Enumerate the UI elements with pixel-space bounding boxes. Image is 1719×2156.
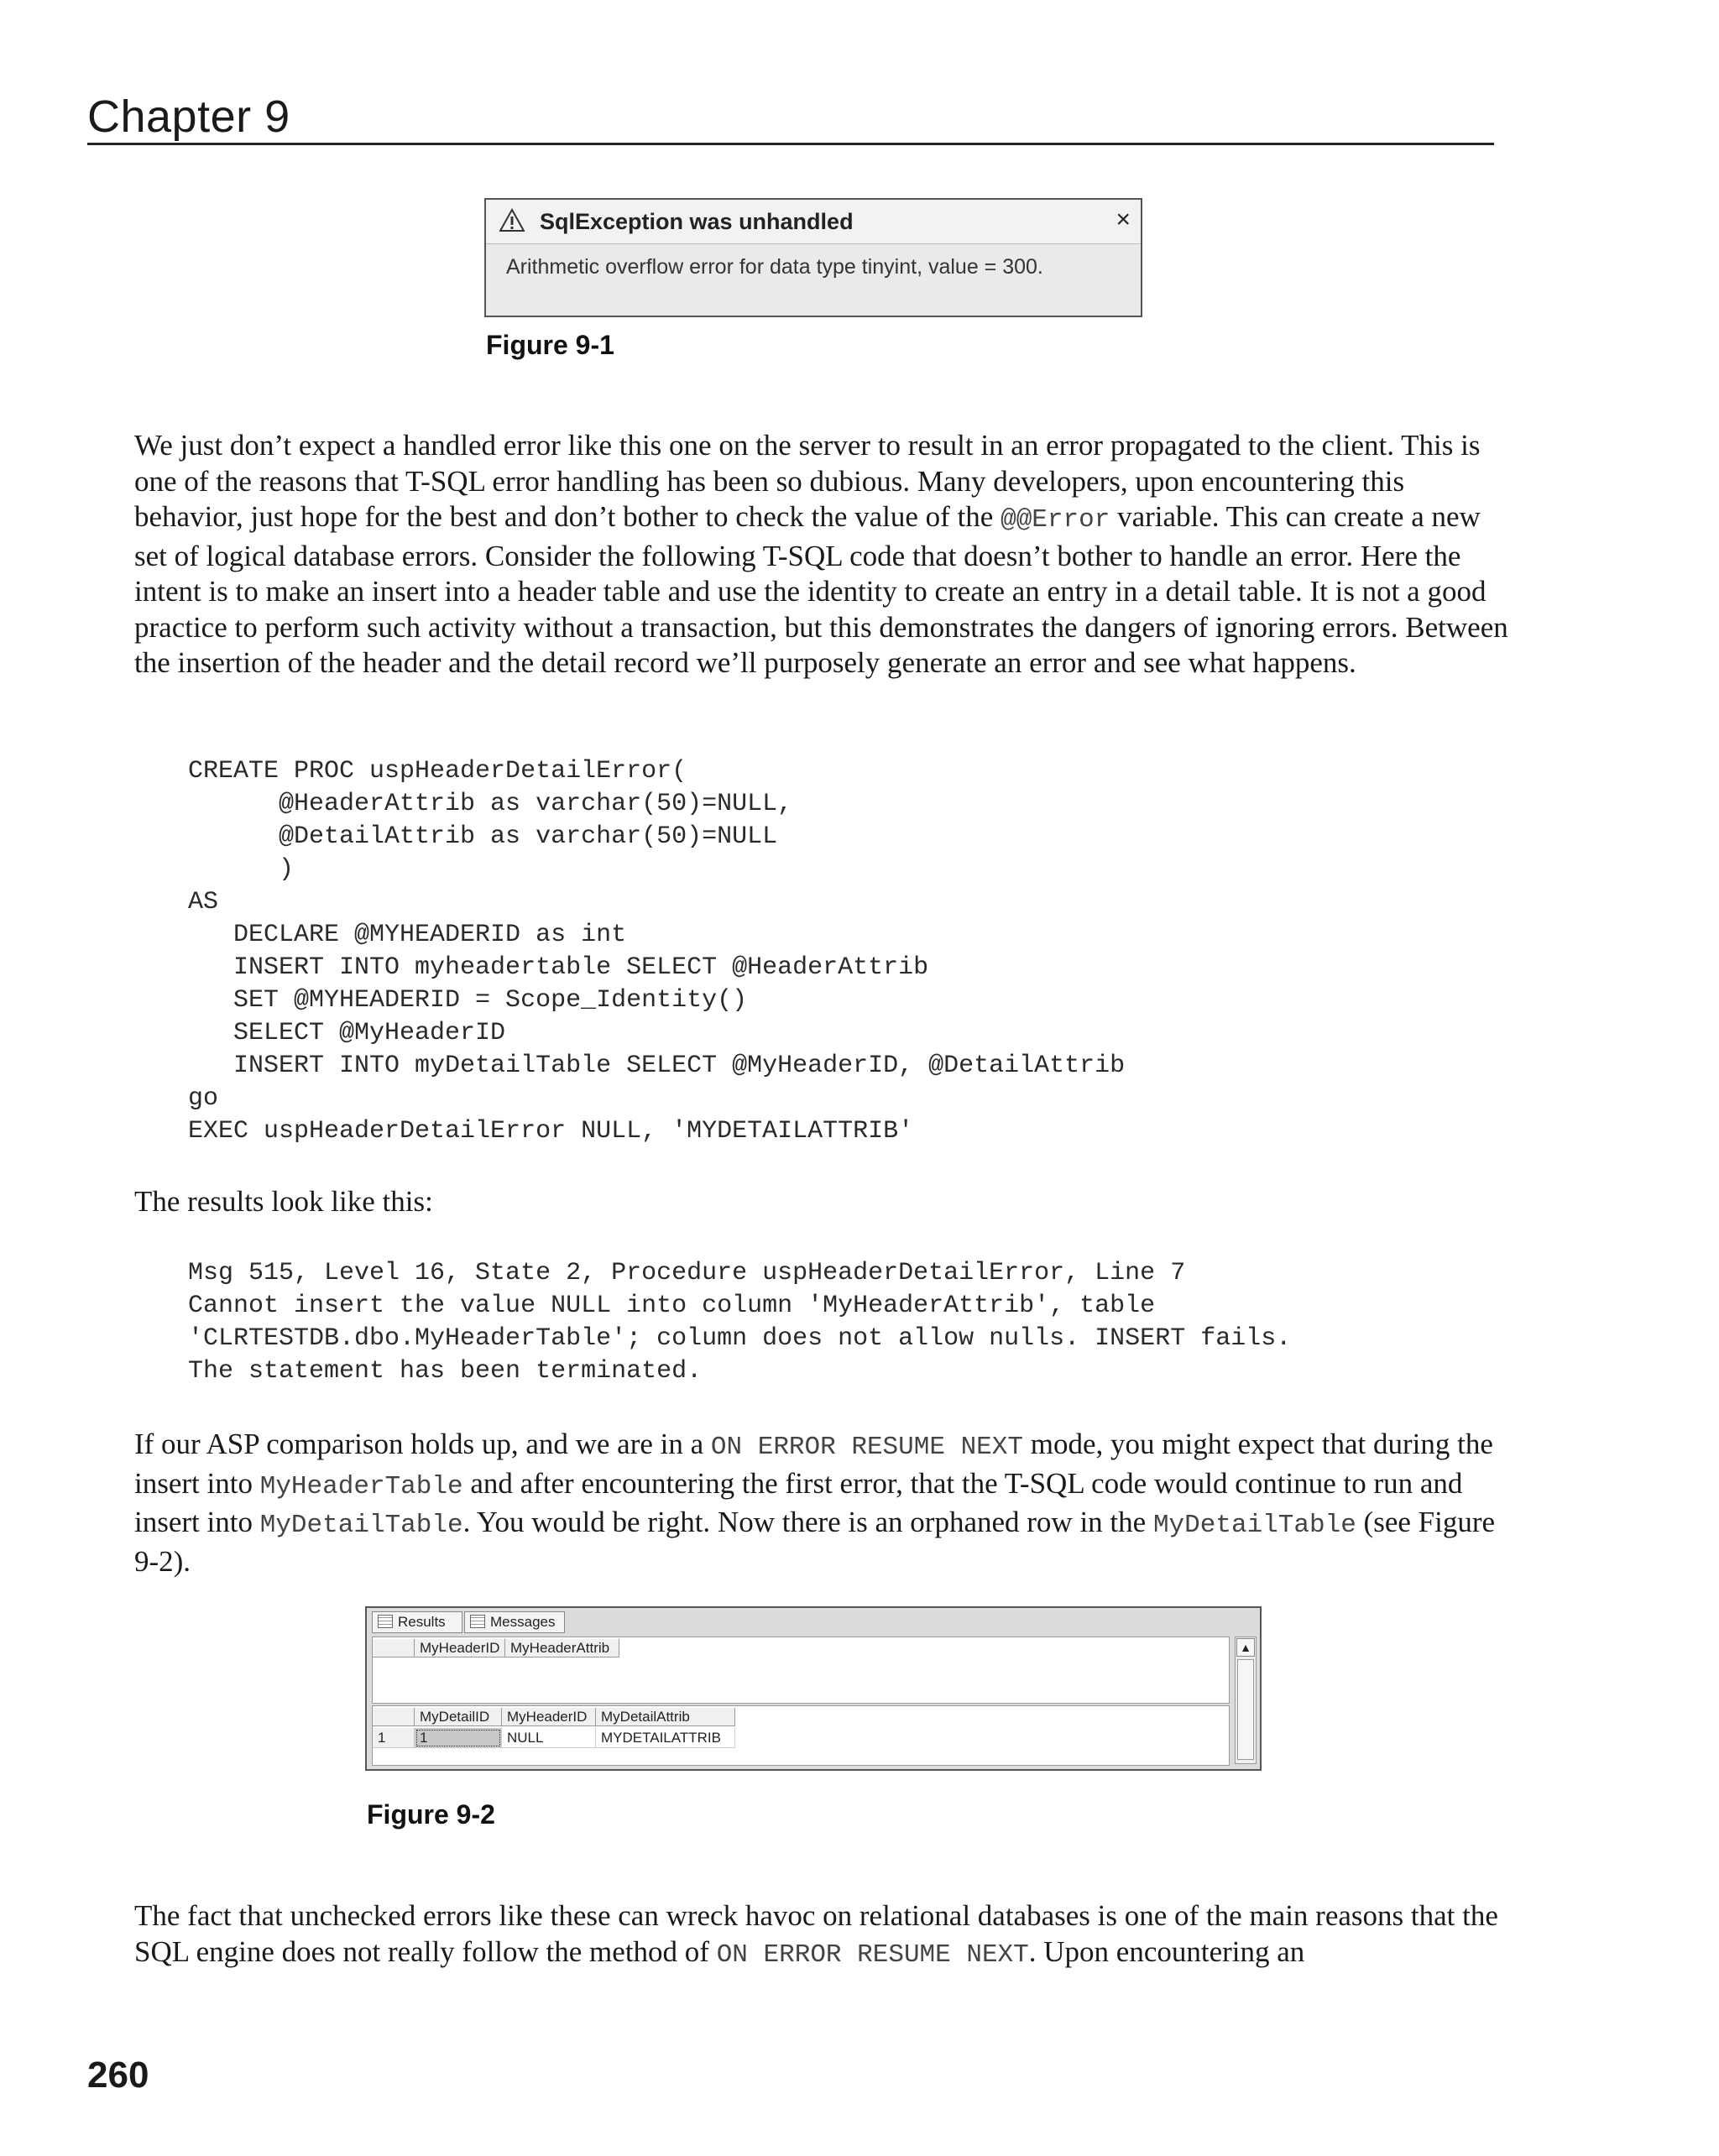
chapter-heading: Chapter 9 (87, 91, 290, 142)
table-cell[interactable]: MYDETAILATTRIB (596, 1728, 735, 1748)
row-number[interactable]: 1 (373, 1728, 415, 1748)
inline-code: ON ERROR RESUME NEXT (716, 1939, 1029, 1970)
inline-code: MyDetailTable (259, 1511, 463, 1540)
figure-caption-9-2: Figure 9-2 (367, 1799, 495, 1830)
query-results-panel (365, 1606, 1262, 1771)
error-output-listing: Msg 515, Level 16, State 2, Procedure uspHeaderDetailError, Line 7 Cannot insert the value NULL into column 'MyHeaderAttrib', table 'CLRTESTDB.dbo.MyHeaderTable'; column does not allow nulls. INSERT fails. The statement has been terminated. (188, 1259, 1292, 1386)
tab-results[interactable] (372, 1611, 462, 1633)
table-cell-selected[interactable]: 1 (415, 1728, 502, 1748)
dialog-title: SqlException was unhandled (540, 209, 854, 234)
document-icon (470, 1615, 485, 1628)
paragraph-text: (see Figure 9-2). (134, 1506, 1496, 1578)
figure-caption-9-1: Figure 9-1 (486, 330, 614, 360)
paragraph-text: and after encountering the first error, that the T-SQL code would continue to run and insert into (134, 1466, 1463, 1538)
paragraph-text: We just don’t expect a handled error like this one on the server to result in an error propagated to the client. This is one of the reasons that T-SQL error handling has been so dubious. Many developers, upon encountering this behavior, just hope for the best and don’t bother to check the value of the (134, 429, 1481, 533)
results-grid-detail (372, 1705, 1230, 1766)
sql-exception-dialog (484, 198, 1142, 317)
warning-triangle-icon (499, 208, 525, 233)
inline-code: MyDetailTable (1152, 1511, 1356, 1540)
body-paragraph (134, 1427, 1511, 1579)
page-number: 260 (87, 2054, 149, 2096)
row-selector-header (373, 1639, 415, 1657)
body-paragraph (134, 1898, 1511, 1973)
row-selector-header (373, 1708, 415, 1726)
tab-label: Results (398, 1614, 446, 1630)
dialog-titlebar (486, 200, 1141, 244)
dialog-message: Arithmetic overflow error for data type tinyint, value = 300. (506, 255, 1043, 279)
column-header[interactable]: MyHeaderID (502, 1708, 596, 1726)
column-header[interactable]: MyDetailAttrib (596, 1708, 735, 1726)
chapter-rule (87, 143, 1494, 145)
chevron-up-icon[interactable]: ▲ (1236, 1638, 1255, 1657)
body-paragraph (134, 1184, 1511, 1220)
tab-label: Messages (490, 1614, 556, 1630)
tab-messages[interactable] (464, 1611, 565, 1633)
close-icon[interactable]: × (1116, 206, 1131, 233)
scrollbar-thumb[interactable] (1237, 1659, 1254, 1760)
column-header[interactable]: MyHeaderAttrib (505, 1639, 619, 1657)
vertical-scrollbar[interactable] (1235, 1637, 1257, 1764)
paragraph-text: . Upon encountering an (1028, 1934, 1305, 1968)
paragraph-text: mode, you might expect that during the insert into (134, 1428, 1493, 1500)
results-grid-header (372, 1637, 1230, 1704)
body-paragraph (134, 428, 1511, 681)
table-cell[interactable]: NULL (502, 1728, 596, 1748)
paragraph-text: The results look like this: (134, 1185, 433, 1218)
inline-code: ON ERROR RESUME NEXT (710, 1433, 1023, 1462)
column-header[interactable]: MyDetailID (415, 1708, 502, 1726)
inline-code: @@Error (1001, 505, 1110, 535)
inline-code: MyHeaderTable (259, 1471, 463, 1501)
paragraph-text: If our ASP comparison holds up, and we are in a (134, 1428, 711, 1460)
paragraph-text: . You would be right. Now there is an orphaned row in the (462, 1506, 1153, 1538)
grid-icon (378, 1615, 393, 1628)
paragraph-text: variable. This can create a new set of logical database errors. Consider the following T-SQL code that doesn’t bother to handle an error. Here the intent is to make an insert into a header table and use the identity to create an entry in a detail table. It is not a good practice to perform such activity without a transaction, but this demonstrates the dangers of ignoring errors. Between the insertion of the header and the detail record we’ll purposely generate an error and see what happens. (134, 500, 1508, 679)
paragraph-text: The fact that unchecked errors like these can wreck havoc on relational databases is one of the main reasons that the SQL engine does not really follow the method of (134, 1899, 1498, 1968)
column-header[interactable]: MyHeaderID (415, 1639, 505, 1657)
code-listing: CREATE PROC uspHeaderDetailError( @HeaderAttrib as varchar(50)=NULL, @DetailAttrib as varchar(50)=NULL ) AS DECLARE @MYHEADERID as int INSERT INTO myheadertable SELECT @HeaderAttrib SET @MYHEADERID = Scope_Identity() SELECT @MyHeaderID INSERT INTO myDetailTable SELECT @MyHeaderID, @DetailAttrib go EXEC uspHeaderDetailError NULL, 'MYDETAILATTRIB' (188, 757, 1126, 1146)
